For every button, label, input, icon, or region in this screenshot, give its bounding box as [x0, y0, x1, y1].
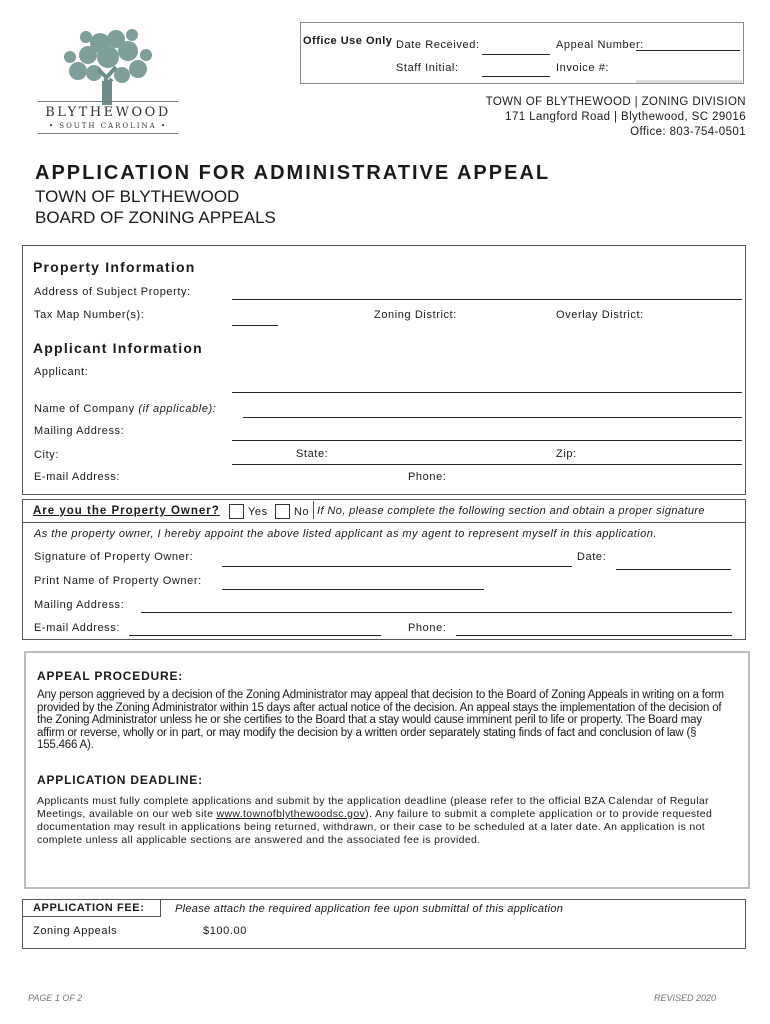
state-label: State:	[296, 448, 329, 460]
office-use-box	[300, 22, 744, 84]
tax-map-label: Tax Map Number(s):	[34, 309, 145, 321]
owner-mailing-field[interactable]	[141, 612, 732, 613]
address-field[interactable]	[232, 299, 742, 300]
subtitle-town: TOWN OF BLYTHEWOOD	[35, 187, 240, 206]
company-label-text: Name of Company	[34, 403, 135, 415]
company-label-note: (if applicable):	[138, 403, 217, 415]
logo-subtitle: • SOUTH CAROLINA •	[48, 122, 168, 130]
owner-mailing-label: Mailing Address:	[34, 599, 125, 611]
date-received-label: Date Received:	[396, 39, 480, 51]
procedure-body: Any person aggrieved by a decision of the Zoning Administrator may appeal that decision to the Board of Zoning Appeals in writing on a form provided by the Zoning Administrator within 15 days after actual notice of the decision. An appeal stays the implementation of the decision of the Zoning Administrator unless he or she certifies to the Board that a stay would cause imminent peril to life or property. The Board may affirm or reverse, wholly or in part, or may modify the decision by a written order separately stating finds of fact and conclusion of law (§ 155.466 A).	[37, 689, 724, 751]
owner-phone-label: Phone:	[408, 622, 447, 634]
tax-map-field[interactable]	[232, 325, 278, 326]
contact-block	[486, 95, 746, 140]
owner-statement: As the property owner, I hereby appoint the above listed applicant as my agent to represent myself in this application.	[34, 528, 657, 540]
tree-icon	[28, 25, 188, 105]
owner-print-name-label: Print Name of Property Owner:	[34, 575, 202, 587]
page-title: APPLICATION FOR ADMINISTRATIVE APPEAL	[35, 162, 551, 184]
town-logo	[28, 25, 188, 140]
appeal-number-label: Appeal Number:	[556, 39, 644, 51]
phone-label: Phone:	[408, 471, 447, 483]
invoice-label: Invoice #:	[556, 62, 610, 74]
deadline-body	[37, 795, 727, 847]
yes-label: Yes	[248, 506, 268, 518]
owner-email-label: E-mail Address:	[34, 622, 121, 634]
date-received-field[interactable]	[482, 54, 550, 55]
owner-instruction: If No, please complete the following section and obtain a proper signature	[317, 505, 705, 517]
procedure-box	[24, 651, 750, 889]
website-link[interactable]: www.townofblythewoodsc.gov	[216, 808, 366, 820]
appeal-number-field[interactable]	[636, 50, 740, 51]
no-checkbox[interactable]	[275, 504, 290, 519]
revision-date: REVISED 2020	[653, 993, 716, 1003]
owner-date-field[interactable]	[616, 569, 731, 570]
zip-label: Zip:	[556, 448, 577, 460]
page-number: PAGE 1 OF 2	[28, 993, 83, 1003]
mailing-address-label: Mailing Address:	[34, 425, 125, 437]
company-label	[34, 403, 216, 415]
owner-phone-field[interactable]	[456, 635, 732, 636]
fee-amount: $100.00	[203, 925, 247, 937]
no-label: No	[294, 506, 310, 518]
address-label: Address of Subject Property:	[34, 286, 191, 298]
staff-initial-label: Staff Initial:	[396, 62, 459, 74]
applicant-field[interactable]	[232, 392, 742, 393]
contact-line-3: Office: 803-754-0501	[630, 126, 746, 138]
contact-line-2: 171 Langford Road | Blythewood, SC 29016	[505, 111, 746, 123]
fee-note: Please attach the required application fee upon submittal of this application	[175, 903, 564, 915]
contact-line-1: TOWN OF BLYTHEWOOD | ZONING DIVISION	[485, 96, 746, 108]
applicant-section-box	[22, 245, 746, 495]
office-use-title: Office Use Only	[303, 35, 393, 47]
fee-heading: APPLICATION FEE:	[33, 902, 145, 914]
company-field[interactable]	[243, 417, 742, 418]
overlay-district-label: Overlay District:	[556, 309, 644, 321]
staff-initial-field[interactable]	[482, 76, 550, 77]
owner-question: Are you the Property Owner?	[33, 505, 220, 517]
applicant-heading: Applicant Information	[33, 340, 203, 356]
owner-email-field[interactable]	[129, 635, 381, 636]
deadline-text-1: Applicants must fully complete applications and submit by the application deadline (please refer to the official BZA Calendar of Regular Meetings, available on our web site	[37, 795, 709, 820]
applicant-label: Applicant:	[34, 366, 89, 378]
owner-print-name-field[interactable]	[222, 589, 484, 590]
fee-item: Zoning Appeals	[33, 925, 118, 937]
mailing-address-field[interactable]	[232, 440, 742, 441]
city-label: City:	[34, 449, 59, 461]
owner-signature-label: Signature of Property Owner:	[34, 551, 194, 563]
email-label: E-mail Address:	[34, 471, 121, 483]
subtitle-board: BOARD OF ZONING APPEALS	[35, 208, 276, 227]
property-heading: Property Information	[33, 259, 196, 275]
deadline-heading: APPLICATION DEADLINE:	[37, 773, 203, 787]
city-field[interactable]	[232, 464, 742, 465]
owner-signature-field[interactable]	[222, 566, 572, 567]
procedure-heading: APPEAL PROCEDURE:	[37, 669, 184, 683]
zoning-district-label: Zoning District:	[374, 309, 457, 321]
owner-date-label: Date:	[577, 551, 607, 563]
logo-name: BLYTHEWOOD	[45, 105, 171, 120]
deadline-text-2: ). Any failure to submit a complete application or to provide requested documentation may result in applications being returned, withdrawn, or their case to be scheduled at a later date. An application is not complete unless all applicable sections are answered and the associated fee is provided.	[37, 808, 713, 846]
yes-checkbox[interactable]	[229, 504, 244, 519]
